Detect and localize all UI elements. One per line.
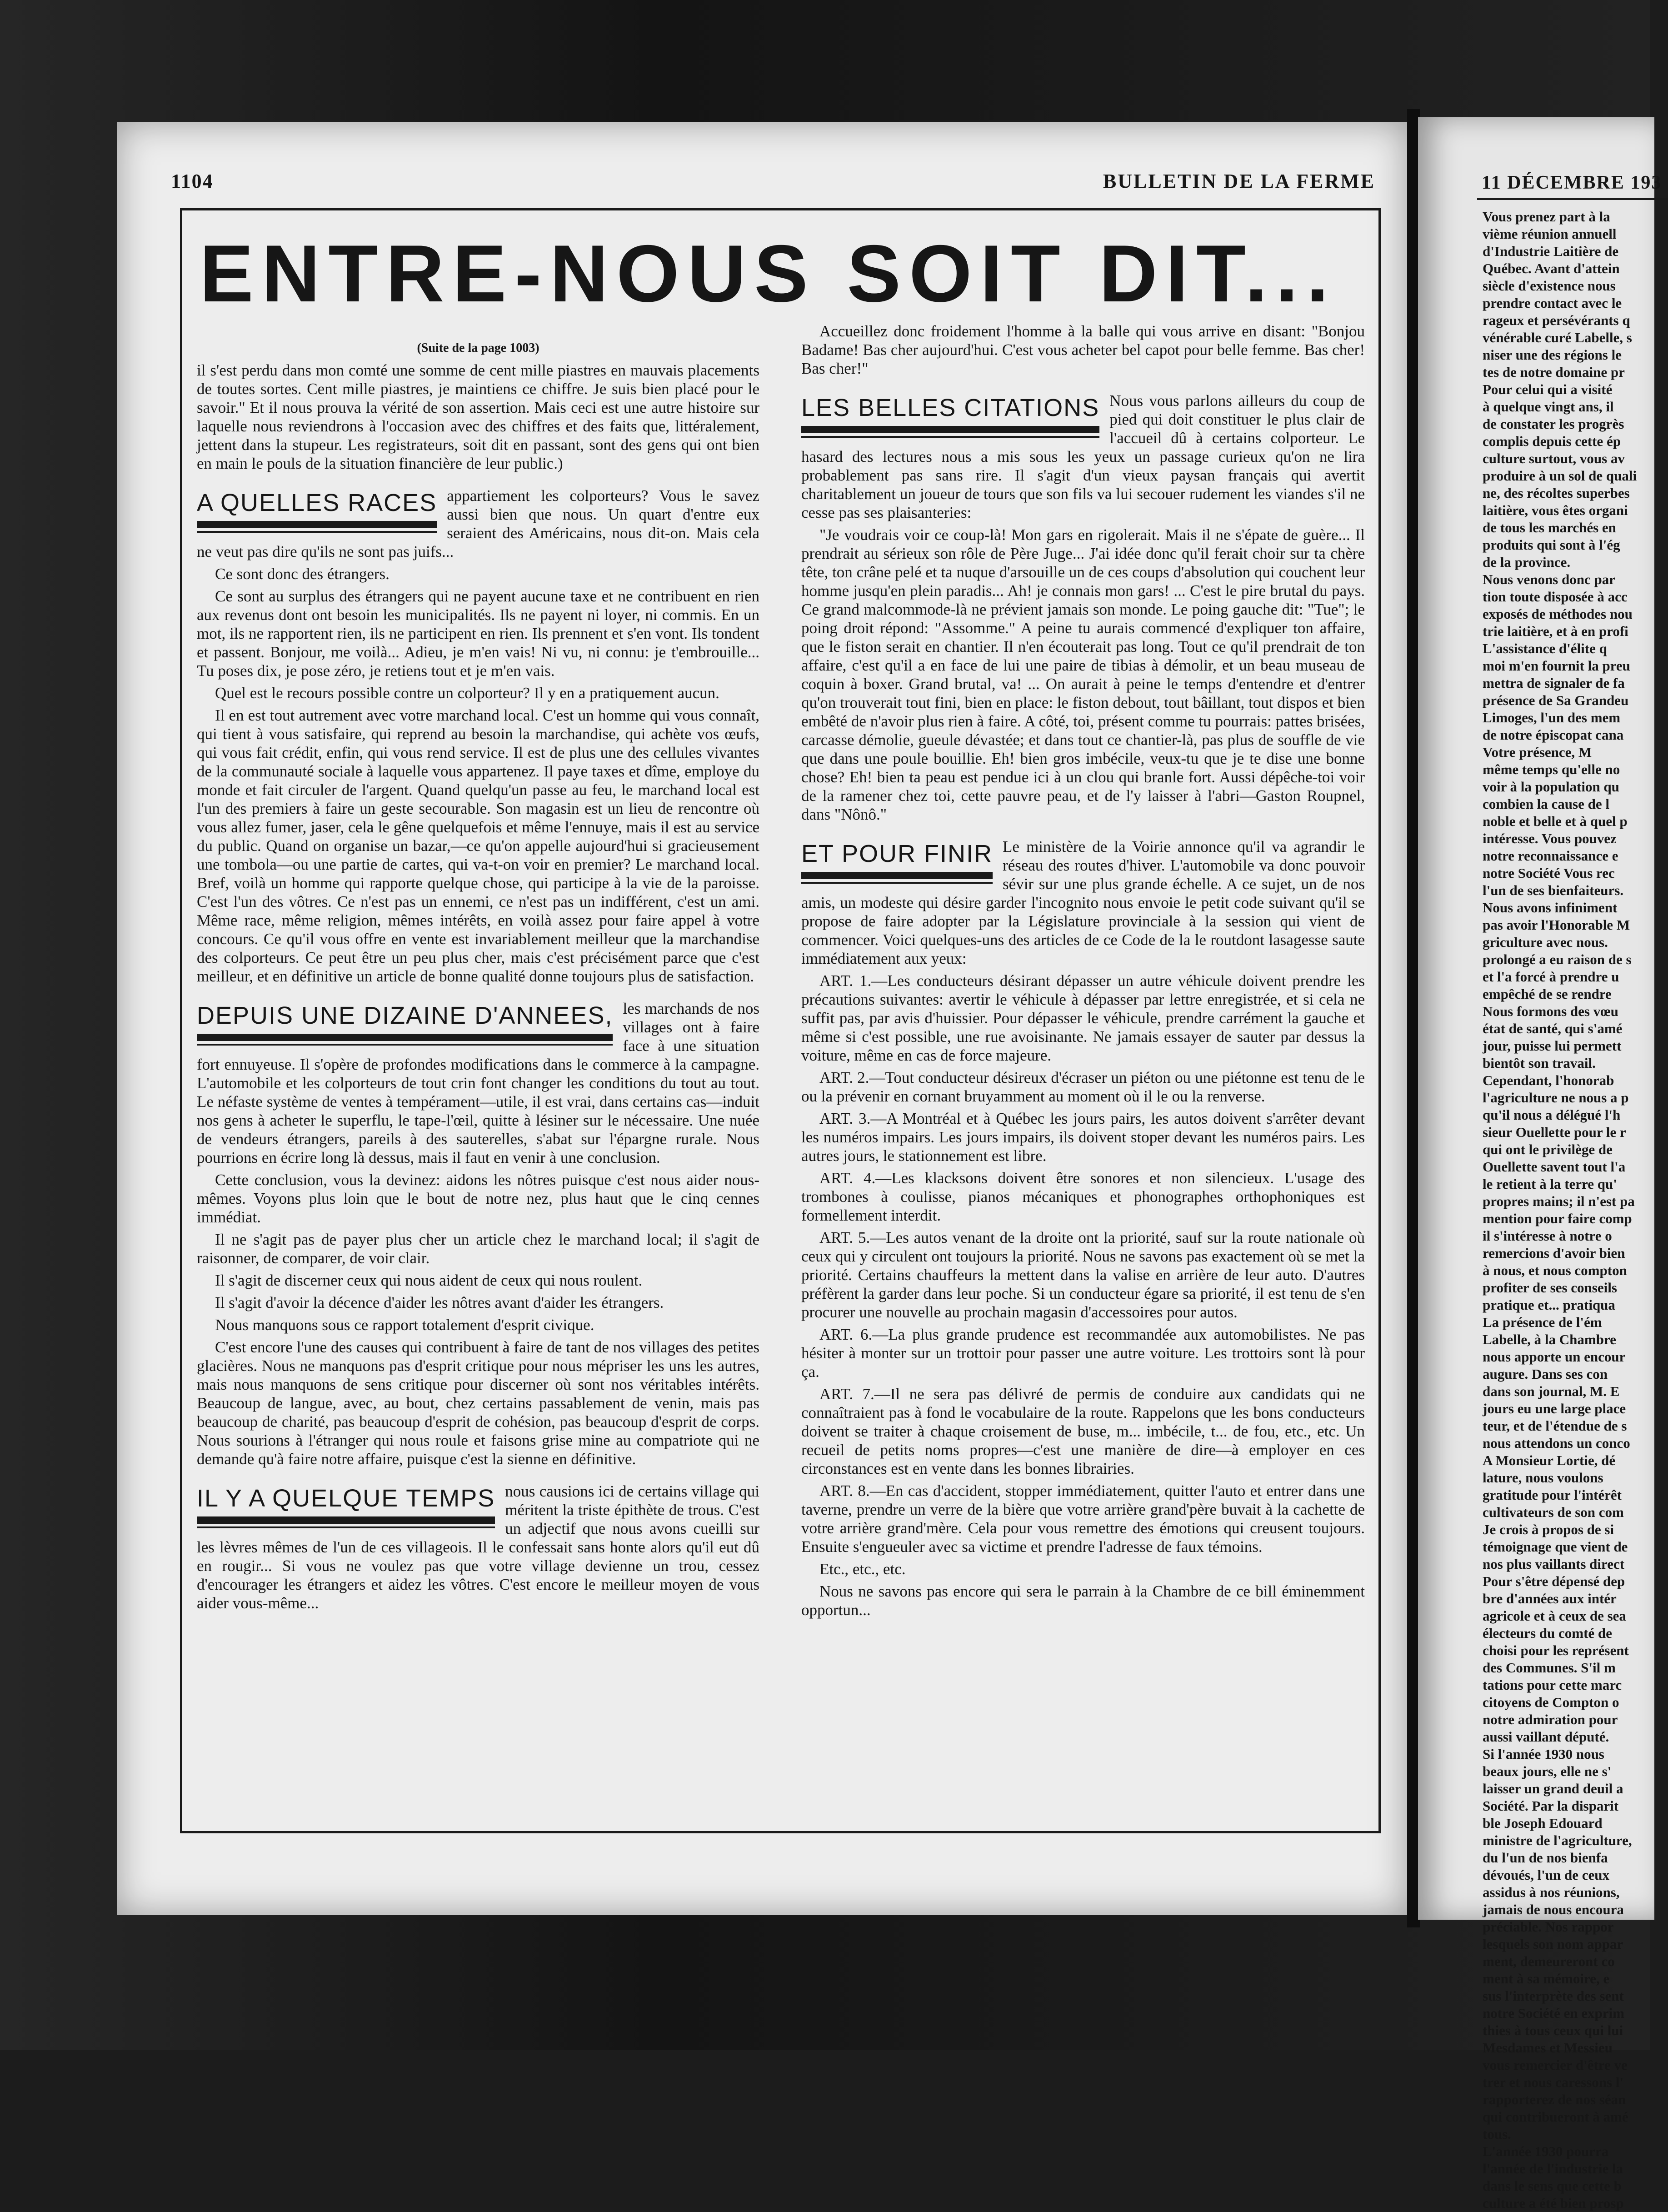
text-line: il s'intéresse à notre o bbox=[1483, 1228, 1612, 1244]
text-line: voir à la population qu bbox=[1483, 779, 1619, 795]
text-line: laisser un grand deuil a bbox=[1483, 1781, 1623, 1797]
paragraph: Nous vous parlons ailleurs du coup de pied qui doit constituer le plus clair de l'accueil dû à certains colporteur. Le hasard des lectures nous a mis sous les yeux un passage curieux qu'on ne lira probablement pas sans rire. Il s'agit d'un vieux paysan français qui avertit charitablement un joueur de tours que son fils va lui secouer rudement les viandes s'il ne cesse pas ses plaisanteries: bbox=[801, 392, 1365, 521]
text-line: complis depuis cette ép bbox=[1483, 433, 1621, 449]
text-line: dévoués, l'un de ceux bbox=[1483, 1867, 1610, 1883]
text-line: bre d'années aux intér bbox=[1483, 1591, 1617, 1606]
paragraph: Ce sont au surplus des étrangers qui ne payent aucune taxe et ne contribuent en rien aux revenus dont ont besoin les municipalités. Ils ne payent ni loyer, ni commis. En un mot, ils ne rapportent rien, ils ne participent en rien. Ils prennent et s'en vont. Ils tondent et passent. Bonjour, me voilà... Adieu, je m'en vais! Ni vu, ni connu: je t'embrouille... Tu poses dix, je pose zéro, je retiens tout et je m'en vais. bbox=[197, 587, 759, 680]
text-line: mettra de signaler de fa bbox=[1483, 675, 1625, 691]
text-line: d'Industrie Laitière de bbox=[1483, 243, 1619, 259]
text-line: des Communes. S'il m bbox=[1483, 1660, 1616, 1676]
text-line: beaux jours, elle ne s' bbox=[1483, 1763, 1612, 1779]
text-line: Je crois à propos de si bbox=[1483, 1521, 1614, 1537]
paragraph: Nous manquons sous ce rapport totalement d'esprit civique. bbox=[215, 1316, 594, 1334]
paragraph: Ce sont donc des étrangers. bbox=[215, 565, 390, 583]
text-line: et l'a forcé à prendre u bbox=[1483, 969, 1619, 985]
text-line: ministre de l'agriculture, bbox=[1483, 1832, 1632, 1848]
text-line: de notre épiscopat cana bbox=[1483, 727, 1624, 743]
code-article: ART. 2.—Tout conducteur désireux d'écraser un piéton ou une piétonne est tenu de le ou la prévenir en cornant bruyamment au moment où il le ou la renverse. bbox=[801, 1069, 1365, 1105]
text-line: lature, nous voulons bbox=[1483, 1470, 1603, 1486]
text-line: Vous prenez part à la bbox=[1483, 209, 1610, 225]
text-line: pratique et... pratiqua bbox=[1483, 1297, 1615, 1313]
text-line: qui ont le privilège de bbox=[1483, 1141, 1613, 1157]
text-line: notre admiration pour bbox=[1483, 1712, 1618, 1727]
code-article: ART. 4.—Les klacksons doivent être sonores et non silencieux. L'usage des trombones à coulisse, pianos mécaniques et phonographes orthophoniques est formellement interdit. bbox=[801, 1169, 1365, 1224]
section-les-belles-citations bbox=[801, 391, 1365, 824]
text-line: préciable. Nos rappor bbox=[1483, 1919, 1614, 1935]
text-line: tous. bbox=[1483, 2126, 1511, 2142]
text-line: nous attendons un conco bbox=[1483, 1435, 1630, 1451]
text-line: profiter de ses conseils bbox=[1483, 1280, 1617, 1296]
text-line: laitière, vous êtes organi bbox=[1483, 502, 1628, 518]
text-line: qui contribueront à amé bbox=[1483, 2109, 1628, 2125]
text-line: tion toute disposée à acc bbox=[1483, 589, 1628, 605]
text-line: citoyens de Compton o bbox=[1483, 1694, 1619, 1710]
text-line: Québec. Avant d'attein bbox=[1483, 260, 1620, 276]
left-column bbox=[197, 339, 759, 1616]
text-line: Votre présence, M bbox=[1483, 744, 1592, 760]
intro-paragraph: Accueillez donc froidement l'homme à la balle qui vous arrive en disant: "Bonjou Badame! Bas cher aujourd'hui. C'est vous acheter bel capot pour belle femme. Bas cher! Bas cher!" bbox=[801, 322, 1365, 377]
text-line: dans le sens que cette b bbox=[1483, 2178, 1622, 2194]
code-article: ART. 8.—En cas d'accident, stopper immédiatement, quitter l'auto et entrer dans une taverne, prendre un verre de la bière que votre arrière grand'père buvait à la cachette de votre arrière grand'mère. Cela pour vous remettre des émotions qui creusent toujours. Ensuite s'engueuler avec sa victime et prendre l'adresse de faux témoins. bbox=[801, 1482, 1365, 1556]
text-line: de tous les marchés en bbox=[1483, 520, 1616, 535]
paragraph: Il s'agit de discerner ceux qui nous aident de ceux qui nous roulent. bbox=[215, 1271, 643, 1289]
text-line: A Monsieur Lortie, dé bbox=[1483, 1452, 1616, 1468]
text-line: rageux et persévérants q bbox=[1483, 312, 1630, 328]
text-line: jours eu une large place bbox=[1483, 1401, 1626, 1416]
text-line: propres mains; il n'est pa bbox=[1483, 1193, 1635, 1209]
text-line: noble et belle et à quel p bbox=[1483, 813, 1628, 829]
adjacent-page bbox=[1418, 117, 1662, 2211]
text-line: ble Joseph Edouard bbox=[1483, 1815, 1603, 1831]
paragraph: Etc., etc., etc. bbox=[819, 1560, 906, 1578]
text-line: ment à sa mémoire, e bbox=[1483, 1971, 1610, 1987]
text-line: siècle d'existence nous bbox=[1483, 278, 1616, 294]
text-line: Société. Par la disparit bbox=[1483, 1798, 1619, 1814]
text-line: La présence de l'ém bbox=[1483, 1314, 1602, 1330]
continuation-note: (Suite de la page 1003) bbox=[417, 341, 539, 355]
text-line: état de santé, qui s'amé bbox=[1483, 1021, 1623, 1036]
text-line: jamais de nous encoura bbox=[1483, 1902, 1624, 1917]
text-line: notre Société Vous rec bbox=[1483, 865, 1615, 881]
text-line: témoignage que vient de bbox=[1483, 1539, 1628, 1555]
article-title: ENTRE-NOUS SOIT DIT... bbox=[200, 228, 1337, 319]
text-line: prendre contact avec le bbox=[1483, 295, 1622, 311]
text-line: notre reconnaissance e bbox=[1483, 848, 1618, 864]
text-line: produits qui sont à l'ég bbox=[1483, 537, 1620, 553]
paragraph: C'est encore l'une des causes qui contribuent à faire de tant de nos villages des petites glacières. Nous ne manquons pas d'esprit critique pour nous mépriser les uns les autres, mais nous manquons de sens critique pour discerner où sont nos véritables intérêts. Beaucoup de langue, avec, au bout, chez certains passablement de venin, mais pas beaucoup de charité, pas beaucoup d'esprit de cohésion, pas beaucoup d'esprit de corps. Nous sourions à l'étranger qui nous roule et faisons grise mine au compatriote qui ne demande qu'à faire notre affaire, puisque c'est la sienne en définitive. bbox=[197, 1338, 759, 1468]
text-line: choisi pour les représent bbox=[1483, 1642, 1629, 1658]
newspaper-page bbox=[117, 122, 1407, 1915]
section-et-pour-finir bbox=[801, 837, 1365, 1619]
text-line: lesquels son nom appar bbox=[1483, 1936, 1623, 1952]
text-line: de constater les progrès bbox=[1483, 416, 1624, 432]
text-line: mention pour faire comp bbox=[1483, 1211, 1632, 1226]
text-line: Si l'année 1930 nous bbox=[1483, 1746, 1604, 1762]
paragraph: Il s'agit d'avoir la décence d'aider les nôtres avant d'aider les étrangers. bbox=[215, 1294, 664, 1311]
text-line: vous remercier d'être ve bbox=[1483, 2057, 1628, 2073]
paragraph: les marchands de nos villages ont à faire face à une situation fort ennuyeuse. Il s'opère de profondes modifications dans le commerce à la campagne. L'automobile et les colporteurs de tout crin font changer les conditions du tout au tout. Le néfaste système de ventes à tempérament—utile, il est vrai, dans certains cas—induit nos gens à acheter le superflu, le tape-l'œil, quitte à lésiner sur le nécessaire. Une nuée de vendeurs étrangers, pareils à des sauterelles, s'abat sur l'épargne rurale. Nous pourrions en écrire long là dessus, mais il faut en venir à une conclusion. bbox=[197, 1000, 759, 1166]
paragraph: Nous ne savons pas encore qui sera le parrain à la Chambre de ce bill éminemment opportun... bbox=[801, 1582, 1365, 1619]
text-line: l'un de ses bienfaiteurs. bbox=[1483, 882, 1624, 898]
paragraph: Cette conclusion, vous la devinez: aidons les nôtres puisque c'est nous aider nous-mêmes. Voyons plus loin que le bout de notre nez, plus haut que le cinq cennes immédiat. bbox=[197, 1171, 759, 1226]
text-line: à quelque vingt ans, il bbox=[1483, 399, 1614, 415]
text-line: dans son journal, M. E bbox=[1483, 1383, 1620, 1399]
text-line: combien la cause de l bbox=[1483, 796, 1609, 812]
text-line: augure. Dans ses con bbox=[1483, 1366, 1608, 1382]
text-line: Limoges, l'un des mem bbox=[1483, 710, 1621, 726]
code-article: ART. 7.—Il ne sera pas délivré de permis de conduire aux candidats qui ne connaîtraient pas à fond le vocabulaire de la route. Rappelons que les bons conducteurs doivent se traiter à chaque croisement de buse, m... imbécile, t... de fou, etc., etc. Un recueil de petits noms propres—c'est une manière de dire—à employer en ces circonstances est en vente dans les bonnes librairies. bbox=[801, 1385, 1365, 1477]
text-line: griculture avec nous. bbox=[1483, 934, 1608, 950]
paragraph: appartiement les colporteurs? Vous le savez aussi bien que nous. Un quart d'entre eux seraient des Américains, nous dit-on. Mais cela ne veut pas dire qu'ils ne sont pas juifs... bbox=[197, 487, 759, 561]
section-depuis-une-dizaine bbox=[197, 999, 759, 1468]
paragraph: nous causions ici de certains village qui méritent la triste épithète de trous. C'est un adjectif que nous avons cueilli sur les lèvres mêmes de l'un de ces villageois. Il le confessait sans honte alors qu'il eut dû en rougir... Si vous ne voulez pas que votre village devienne un trou, cessez d'encourager les étrangers et aidez les vôtres. C'est encore le meilleur moyen de vous aider vous-même... bbox=[197, 1482, 759, 1612]
text-line: tes de notre domaine pr bbox=[1483, 364, 1625, 380]
text-line: l'agriculture ne nous a p bbox=[1483, 1090, 1629, 1106]
text-line: Pour celui qui a visité bbox=[1483, 381, 1613, 397]
text-line: ne, des récoltes superbes bbox=[1483, 485, 1630, 501]
text-line: ment, demeureront co bbox=[1483, 1953, 1615, 1969]
code-article: ART. 3.—A Montréal et à Québec les jours pairs, les autos doivent s'arrêter devant les numéros impairs. Les jours impairs, ils doivent stoper devant les numéros pairs. Les autres jours, le stationnement est libre. bbox=[801, 1110, 1365, 1165]
text-line: moi m'en fournit la preu bbox=[1483, 658, 1630, 674]
header-rule bbox=[1477, 198, 1668, 200]
text-line: tations pour cette marc bbox=[1483, 1677, 1622, 1693]
page-number: 1104 bbox=[171, 170, 214, 192]
text-line: à nous, et nous compton bbox=[1483, 1262, 1627, 1278]
text-line: culture surtout, vous av bbox=[1483, 450, 1625, 466]
text-line: assidus à nos réunions, bbox=[1483, 1884, 1620, 1900]
text-line: trie laitière, et à en profi bbox=[1483, 623, 1628, 639]
text-line: gratitude pour l'intérêt bbox=[1483, 1487, 1622, 1503]
text-line: teur, et de l'étendue de s bbox=[1483, 1418, 1627, 1434]
text-line: exposés de méthodes nou bbox=[1483, 606, 1633, 622]
section-heading: LES BELLES CITATIONS bbox=[801, 394, 1099, 433]
text-line: notre Société en exprim bbox=[1483, 2005, 1624, 2021]
text-line: L'année 1930 pourra bbox=[1483, 2143, 1609, 2159]
text-line: pas avoir l'Honorable M bbox=[1483, 917, 1630, 933]
section-heading: ET POUR FINIR bbox=[801, 840, 993, 879]
code-article: ART. 6.—La plus grande prudence est recommandée aux automobilistes. Ne pas hésiter à monter sur un trottoir pour passer une autre voiture. Les trottoirs sont là pour ça. bbox=[801, 1326, 1365, 1381]
text-line: Cependant, l'honorab bbox=[1483, 1072, 1614, 1088]
running-header: BULLETIN DE LA FERME bbox=[1103, 170, 1375, 192]
adjacent-page-text bbox=[1483, 208, 1664, 2212]
text-line: L'assistance d'élite q bbox=[1483, 641, 1607, 656]
text-line: remercions d'avoir bien bbox=[1483, 1245, 1625, 1261]
section-il-y-a-quelque-temps bbox=[197, 1482, 759, 1612]
text-line: Nous avons infiniment bbox=[1483, 900, 1618, 916]
paragraph: Il en est tout autrement avec votre marchand local. C'est un homme qui vous connaît, qui tient à vous satisfaire, qui reprend au besoin la marchandise, qui achète vos œufs, qui vous fait crédit, enfin, qui vous rend service. Il est de plus une des cellules vivantes de la communauté sociale à laquelle vous appartenez. Il paye taxes et dîme, employe du monde et fait circuler de l'argent. Quand quelqu'un passe au feu, le marchand local est l'un des premiers à faire un geste secourable. Son magasin est un lieu de rencontre où vous allez fumer, jaser, cela le gêne quelquefois et même l'ennuye, mais il est au service du public. Quand on organise un bazar,—ce qu'on appelle aujourd'hui si gracieusement une tombola—ou une partie de cartes, qui va-t-on voir en premier? Le marchand local. Bref, voilà un homme qui rapporte quelque chose, qui participe à la vie de la paroisse. C'est l'un des vôtres. Ce n'est pas un ennemi, ce n'est pas un indifférent, c'est un ami. Même race, même religion, mêmes intérêts, en voilà assez pour faire appel à votre concours. Ce qu'il vous offre en vente est invariablement meilleur que la marchandise des colporteurs. Ce peut être un peu plus cher, mais c'est précisément parce que c'est meilleur, et en définitive un article de bonne qualité donne toujours plus de satisfaction. bbox=[197, 706, 759, 985]
text-line: nous apporte un encour bbox=[1483, 1349, 1626, 1365]
text-line: Nous venons donc par bbox=[1483, 571, 1615, 587]
code-article: ART. 1.—Les conducteurs désirant dépasser un autre véhicule doivent prendre les précautions suivantes: avertir le véhicule à dépasser par lettre enregistrée, et si cela ne suffit pas, par avis d'huissier. Pour dépasser le véhicule, prendre carrément la gauche et même si c'est possible, une rue avoisinante. Ne jamais essayer de sauter par dessus la voiture, même en cas de force majeure. bbox=[801, 972, 1365, 1064]
right-column bbox=[801, 322, 1365, 1623]
text-line: Nous formons des vœu bbox=[1483, 1003, 1618, 1019]
text-line: niser une des régions le bbox=[1483, 347, 1622, 363]
text-line: produire à un sol de quali bbox=[1483, 468, 1637, 484]
text-line: du l'un de nos bienfa bbox=[1483, 1850, 1608, 1866]
article-frame bbox=[180, 208, 1381, 1833]
section-a-quelles-races bbox=[197, 486, 759, 986]
adjacent-page-header: 11 DÉCEMBRE 193 bbox=[1482, 172, 1662, 193]
text-line: sieur Ouellette pour le r bbox=[1483, 1124, 1626, 1140]
text-line: trer et nous caressons l' bbox=[1483, 2074, 1623, 2090]
text-line: culture a été bien prosp bbox=[1483, 2195, 1624, 2211]
quotation: "Je voudrais voir ce coup-là! Mon gars en rigolerait. Mais il ne s'épate de guère... Il prendrait au sérieux son rôle de Père Juge... J'ai idée donc qu'il ferait choir sur ta chère tête, ton crâne pelé et ta nuque d'arsouille un de ces coups d'absolution qui couchent leur homme jusqu'en plein paradis... Ah! je connais mon gars! ... C'est le pire brutal du pays. Ce grand malcommode-là ne prévient jamais son monde. Le poing gauche dit: "Tue"; le poing droit répond: "Assomme." A peine tu aurais commencé d'expliquer ton affaire, que le fiston serait en chantier. Il n'en écouterait pas long. Tout ce qu'il prendrait de ton affaire, c'est qu'il a en face de lui une paire de tibias à démolir, et un beau museau de coquin à boxer. Grand brutal, va! ... On aurait à peine le temps d'entendre et d'entrer qu'on trouverait tout fini, bien en place: le fiston debout, tout bâillant, tout dispos et bien embêté de n'avoir plus rien à faire. A côté, toi, présent comme tu pourrais: pattes brisées, carcasse démolie, gueule dévastée; et dans tout ce chantier-là, pas plus de souffle de vie que dans une poule bouillie. Eh! bien gros imbécile, veux-tu que je te dise une bonne chose? Eh! bien ta peau est pendue ici à un clou qui branle fort. Aussi dépêche-toi voir de la ramener chez toi, cette pauvre peau, et de l'y laisser à l'abri—Gaston Roupnel, dans "Nônô." bbox=[801, 526, 1365, 823]
paragraph: Le ministère de la Voirie annonce qu'il va agrandir le réseau des routes d'hiver. L'automobile va donc pouvoir sévir sur une plus grande échelle. A ce sujet, un de nos amis, un modeste qui désire garder l'incognito nous envoie le petit code suivant qu'il se propose de faire adopter par la Législature provinciale à la session qui vient de commencer. Voici quelques-uns des articles de ce Code de la le routdont lasagesse saute immédiatement aux yeux: bbox=[801, 838, 1365, 967]
text-line: intéresse. Vous pouvez bbox=[1483, 831, 1617, 846]
text-line: jour, puisse lui permett bbox=[1483, 1038, 1622, 1054]
text-line: de la province. bbox=[1483, 554, 1571, 570]
text-line: même temps qu'elle no bbox=[1483, 761, 1620, 777]
text-line: aussi vaillant député. bbox=[1483, 1729, 1609, 1745]
section-heading: A QUELLES RACES bbox=[197, 489, 437, 528]
text-line: bientôt son travail. bbox=[1483, 1055, 1596, 1071]
text-line: sus l'interprète des sent bbox=[1483, 1988, 1624, 2004]
text-line: prolongé a eu raison de s bbox=[1483, 951, 1632, 967]
paragraph: Il ne s'agit pas de payer plus cher un article chez le marchand local; il s'agit de raisonner, de comparer, de voir clair. bbox=[197, 1231, 759, 1267]
section-heading: DEPUIS UNE DIZAINE D'ANNEES, bbox=[197, 1002, 613, 1041]
text-line: Mesdames et Messieu bbox=[1483, 2040, 1613, 2056]
text-line: cultivateurs de son com bbox=[1483, 1504, 1624, 1520]
text-line: électeurs du comté de bbox=[1483, 1625, 1612, 1641]
text-line: empêché de se rendre bbox=[1483, 986, 1612, 1002]
text-line: vième réunion annuell bbox=[1483, 226, 1617, 242]
code-article: ART. 5.—Les autos venant de la droite ont la priorité, sauf sur la route nationale où ceux qui y circulent ont toujours la priorité. Nous ne savons pas exactement où se met la priorité. Certains chauffeurs la mettent dans la valise en arrière de leur auto. D'autres préfèrent la garder dans leur poche. Si un conducteur égare sa priorité, il est tenu de s'en procurer une nouvelle au prochain magasin d'accessoires pour autos. bbox=[801, 1229, 1365, 1321]
intro-paragraph: il s'est perdu dans mon comté une somme de cent mille piastres en mauvais placements de toutes sortes. Cent mille piastres, je maintiens ce chiffre. Je suis bien placé pour le savoir." Et il nous prouva la vérité de son assertion. Mais ceci est une autre histoire sur laquelle nous reviendrons à l'occasion avec des chiffres et des faits que, littéralement, jettent dans la stupeur. Les registrateurs, soit dit en passant, sont des gens qui ont bien en main le pouls de la situation financière de leur public.) bbox=[197, 361, 759, 472]
text-line: le retient à la terre qu' bbox=[1483, 1176, 1617, 1192]
text-line: l'année de l'industrie la bbox=[1483, 2161, 1623, 2177]
text-line: Labelle, à la Chambre bbox=[1483, 1331, 1616, 1347]
paragraph: Quel est le recours possible contre un colporteur? Il y en a pratiquement aucun. bbox=[215, 684, 719, 702]
text-line: présence de Sa Grandeu bbox=[1483, 692, 1629, 708]
text-line: Pour s'être dépensé dep bbox=[1483, 1573, 1625, 1589]
text-line: Ouellette savent tout l'a bbox=[1483, 1159, 1626, 1175]
text-line: agricole et à ceux de sea bbox=[1483, 1608, 1626, 1624]
text-line: vénérable curé Labelle, s bbox=[1483, 330, 1632, 345]
section-heading: IL Y A QUELQUE TEMPS bbox=[197, 1485, 495, 1524]
text-line: nos plus vaillants direct bbox=[1483, 1556, 1625, 1572]
text-line: thies à tous ceux qui lui bbox=[1483, 2022, 1623, 2038]
text-line: qu'il nous a délégué l'h bbox=[1483, 1107, 1621, 1123]
text-line: rapporterez de nos séan bbox=[1483, 2092, 1626, 2107]
